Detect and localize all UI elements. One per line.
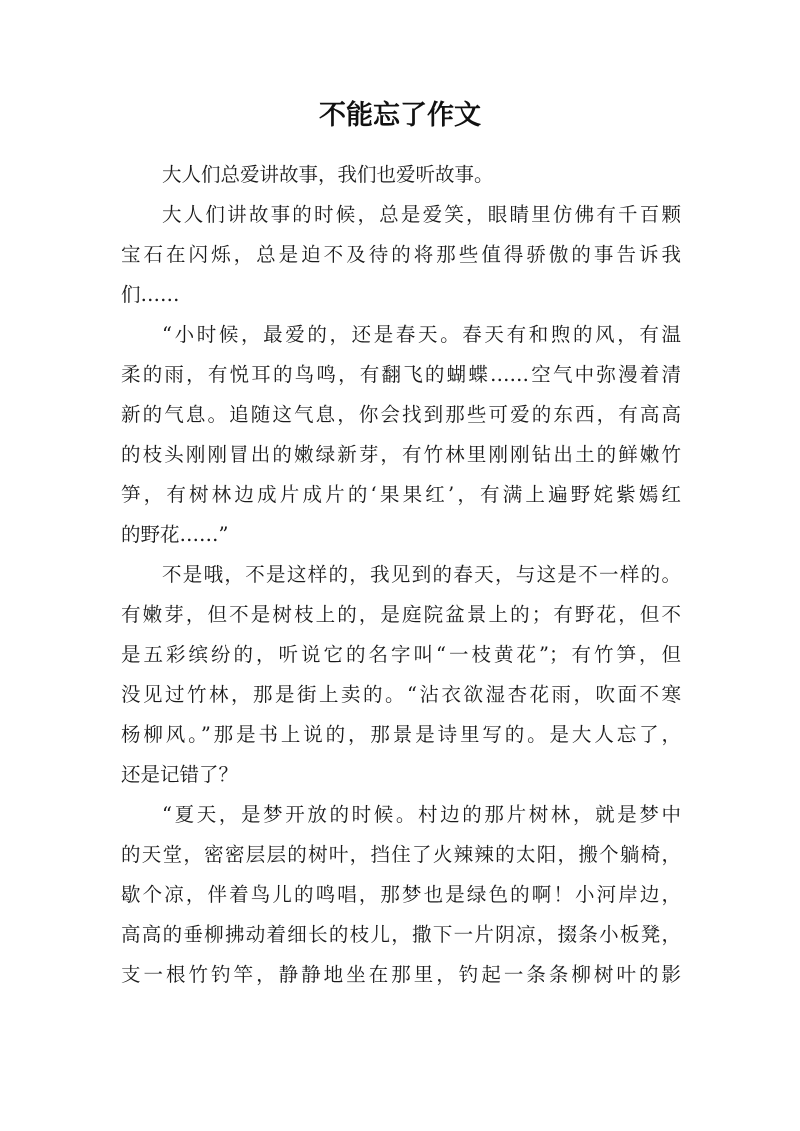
text-line: 杨柳风。”那是书上说的，那景是诗里写的。是大人忘了，	[121, 723, 681, 746]
text-line: 支一根竹钓竿，静静地坐在那里，钓起一条条柳树叶的影	[121, 963, 681, 986]
text-line: 宝石在闪烁，总是迫不及待的将那些值得骄傲的事告诉我	[121, 243, 681, 266]
text-line: 的野花……”	[121, 523, 229, 546]
text-line: 有嫩芽，但不是树枝上的，是庭院盆景上的；有野花，但不	[121, 603, 681, 626]
text-line: 大人们总爱讲故事，我们也爱听故事。	[162, 163, 494, 186]
text-line: “夏天，是梦开放的时候。村边的那片树林，就是梦中	[162, 803, 681, 826]
text-line: 没见过竹林，那是街上卖的。“沾衣欲湿杏花雨，吹面不寒	[121, 683, 681, 706]
text-line: 的天堂，密密层层的树叶，挡住了火辣辣的太阳，搬个躺椅，	[121, 843, 681, 866]
document-body	[121, 155, 681, 995]
text-line: 大人们讲故事的时候，总是爱笑，眼睛里仿佛有千百颗	[162, 203, 681, 226]
text-line: 笋，有树林边成片成片的‘果果红’，有满上遍野姹紫嫣红	[121, 483, 681, 506]
text-line: “小时候，最爱的，还是春天。春天有和煦的风，有温	[162, 323, 681, 346]
text-line: 新的气息。追随这气息，你会找到那些可爱的东西，有高高	[121, 403, 681, 426]
text-line: 还是记错了？	[121, 763, 239, 786]
document-title: 不能忘了作文	[319, 100, 481, 131]
text-line: 不是哦，不是这样的，我见到的春天，与这是不一样的。	[162, 563, 681, 586]
text-line: 歇个凉，伴着鸟儿的鸣唱，那梦也是绿色的啊！小河岸边，	[121, 883, 681, 906]
text-line: 的枝头刚刚冒出的嫩绿新芽，有竹林里刚刚钻出土的鲜嫩竹	[121, 443, 681, 466]
text-line: 高高的垂柳拂动着细长的枝儿，撒下一片阴凉，掇条小板凳，	[121, 923, 681, 946]
text-line: 是五彩缤纷的，听说它的名字叫“一枝黄花”；有竹笋，但	[121, 643, 681, 666]
text-line: 们……	[121, 283, 180, 306]
text-line: 柔的雨，有悦耳的鸟鸣，有翻飞的蝴蝶……空气中弥漫着清	[121, 363, 681, 386]
